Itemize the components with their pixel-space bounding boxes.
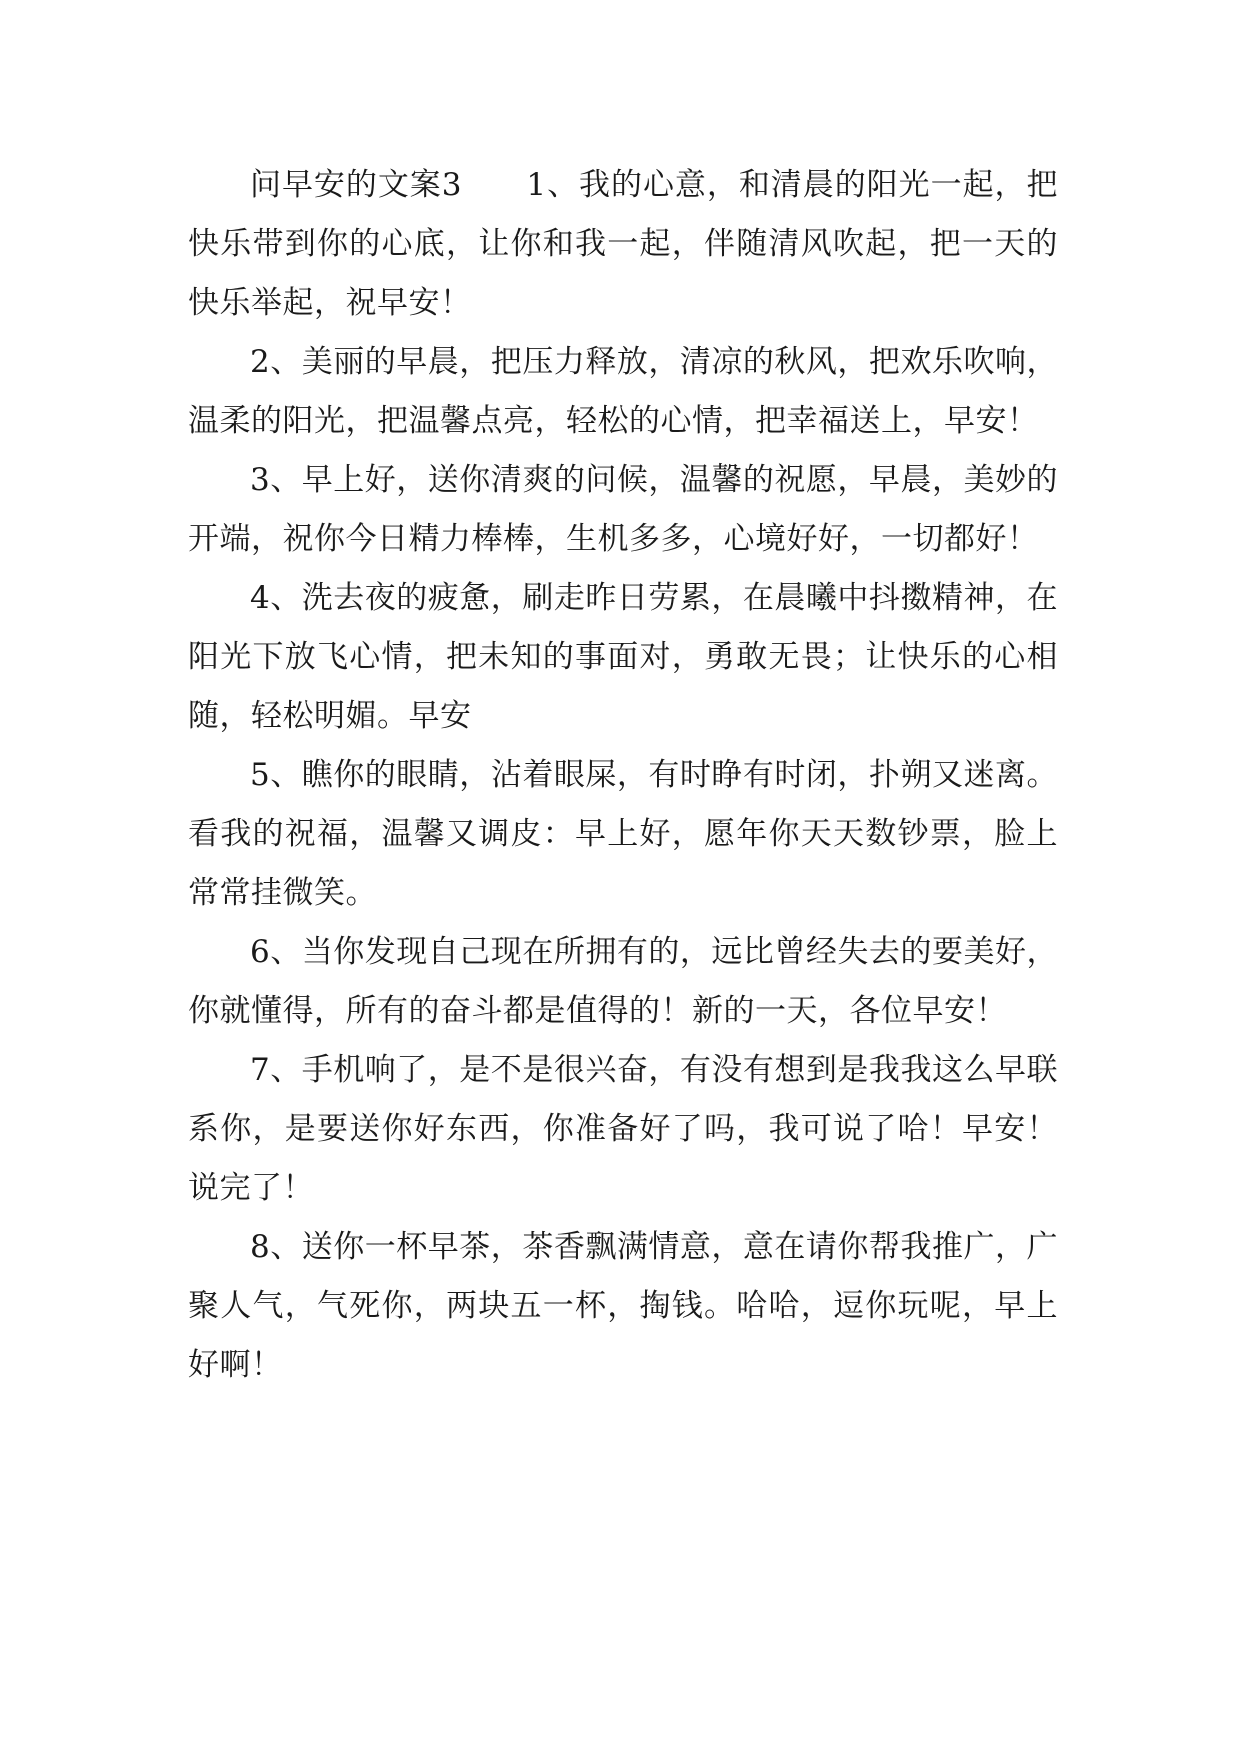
paragraph-2: 2、美丽的早晨，把压力释放，清凉的秋风，把欢乐吹响，温柔的阳光，把温馨点亮，轻松的心情，把幸福送上，早安！: [188, 344, 1058, 439]
paragraph-6: 6、当你发现自己现在所拥有的，远比曾经失去的要美好，你就懂得，所有的奋斗都是值得的！新的一天，各位早安！: [188, 934, 1058, 1029]
paragraph-7: 7、手机响了，是不是很兴奋，有没有想到是我我这么早联系你，是要送你好东西，你准备好了吗，我可说了哈！早安！说完了！: [188, 1052, 1058, 1206]
paragraph-5: 5、瞧你的眼睛，沾着眼屎，有时睁有时闭，扑朔又迷离。看我的祝福，温馨又调皮：早上好，愿年你天天数钞票，脸上常常挂微笑。: [188, 757, 1058, 911]
paragraph-4: 4、洗去夜的疲惫，刷走昨日劳累，在晨曦中抖擞精神，在阳光下放飞心情，把未知的事面对，勇敢无畏；让快乐的心相随，轻松明媚。早安: [188, 580, 1058, 734]
paragraph-8: 8、送你一杯早茶，茶香飘满情意，意在请你帮我推广，广聚人气，气死你，两块五一杯，掏钱。哈哈，逗你玩呢，早上好啊！: [188, 1229, 1058, 1383]
document-page: [188, 156, 1058, 1596]
paragraph-3: 3、早上好，送你清爽的问候，温馨的祝愿，早晨，美妙的开端，祝你今日精力棒棒，生机多多，心境好好，一切都好！: [188, 462, 1058, 557]
paragraph-1: 问早安的文案3 1、我的心意，和清晨的阳光一起，把快乐带到你的心底，让你和我一起，伴随清风吹起，把一天的快乐举起，祝早安！: [188, 167, 1058, 321]
